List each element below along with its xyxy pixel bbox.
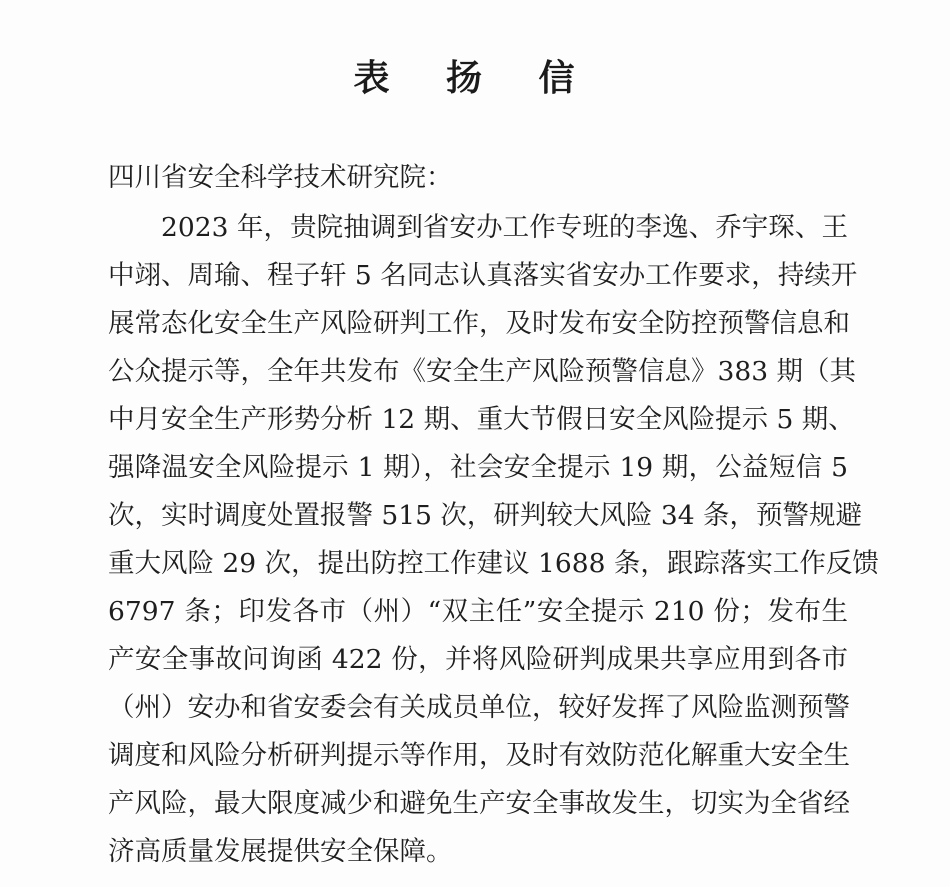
body-line: （州）安办和省安委会有关成员单位，较好发挥了风险监测预警 [108,692,850,723]
body-line: 产安全事故问询函 422 份，并将风险研判成果共享应用到各市 [108,644,848,675]
body-line: 2023 年，贵院抽调到省安办工作专班的李逸、乔宇琛、王 [161,212,848,243]
body-line: 6797 条；印发各市（州）“双主任”安全提示 210 份；发布生 [108,596,848,627]
body-line: 次，实时调度处置报警 515 次，研判较大风险 34 条，预警规避 [108,500,862,531]
body-line: 济高质量发展提供安全保障。 [108,836,453,867]
body-line: 中翊、周瑜、程子轩 5 名同志认真落实省安办工作要求，持续开 [108,260,858,291]
body-line: 重大风险 29 次，提出防控工作建议 1688 条，跟踪落实工作反馈 [108,548,879,579]
body-line: 中月安全生产形势分析 12 期、重大节假日安全风险提示 5 期、 [108,404,855,435]
body-line: 公众提示等，全年共发布《安全生产风险预警信息》383 期（其 [108,356,857,387]
body-line: 调度和风险分析研判提示等作用，及时有效防范化解重大安全生 [108,740,850,771]
body-line: 强降温安全风险提示 1 期），社会安全提示 19 期，公益短信 5 [108,452,848,483]
body-line: 产风险，最大限度减少和避免生产安全事故发生，切实为全省经 [108,788,850,819]
body-line: 展常态化安全生产风险研判工作，及时发布安全防控预警信息和 [108,308,850,339]
letter-title: 表 扬 信 [353,57,597,99]
salutation: 四川省安全科学技术研究院： [108,162,453,193]
